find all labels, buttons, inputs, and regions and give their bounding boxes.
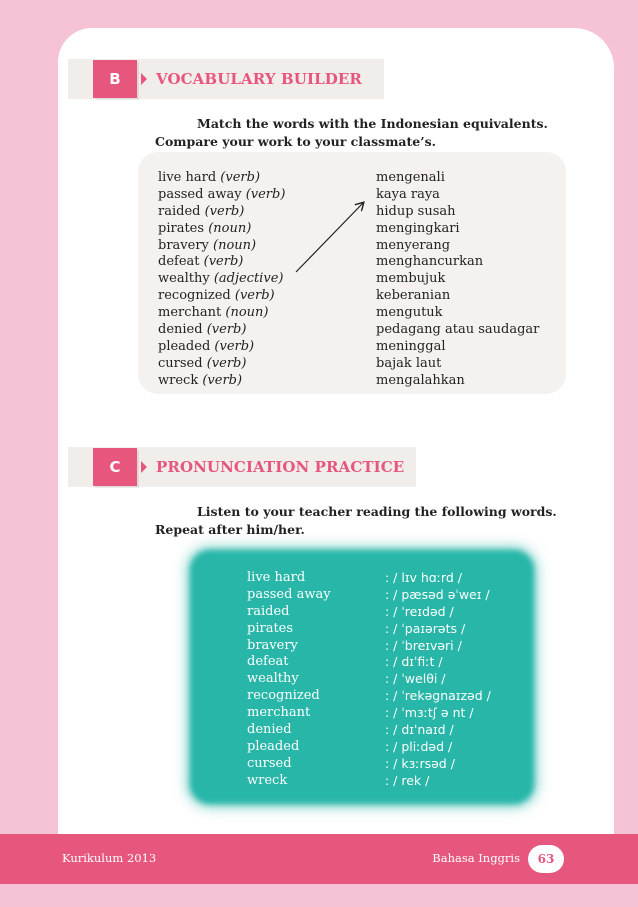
pronunciation-word: raided bbox=[247, 603, 290, 619]
indonesian-word: mengalahkan bbox=[376, 372, 465, 388]
indonesian-word: membujuk bbox=[376, 271, 446, 287]
part-of-speech: (verb) bbox=[204, 203, 245, 219]
instruction-line: Listen to your teacher reading the following words. bbox=[197, 504, 557, 519]
pronunciation-word: denied bbox=[247, 722, 292, 738]
part-of-speech: (verb) bbox=[206, 355, 247, 371]
english-word: live hard bbox=[158, 170, 217, 185]
section-b-letter: B bbox=[93, 60, 137, 98]
pronunciation-word: defeat bbox=[247, 654, 289, 670]
part-of-speech: (verb) bbox=[245, 186, 286, 202]
pronunciation-ipa: : / dɪˈnaɪd / bbox=[385, 722, 454, 738]
pronunciation-word: cursed bbox=[247, 755, 292, 771]
pronunciation-word: passed away bbox=[247, 586, 331, 602]
section-c-instruction bbox=[155, 503, 575, 539]
instruction-line: Compare your work to your classmate’s. bbox=[155, 134, 436, 149]
section-c-arrow-icon bbox=[141, 461, 147, 473]
part-of-speech: (verb) bbox=[214, 338, 255, 354]
indonesian-word: menyerang bbox=[376, 237, 451, 253]
pronunciation-ipa: : / pliːdəd / bbox=[385, 738, 453, 754]
instruction-line: Match the words with the Indonesian equivalents. bbox=[197, 116, 548, 131]
pronunciation-word-list bbox=[247, 570, 331, 790]
section-b-title: VOCABULARY BUILDER bbox=[156, 70, 362, 88]
english-word: wreck bbox=[158, 372, 199, 388]
pronunciation-word: merchant bbox=[247, 705, 311, 721]
section-c-letter: C bbox=[93, 448, 137, 486]
pronunciation-word: pirates bbox=[247, 620, 294, 636]
english-word: denied bbox=[158, 322, 203, 338]
indonesian-word: mengingkari bbox=[376, 220, 460, 236]
indonesian-word: pedagang atau saudagar bbox=[376, 322, 540, 338]
english-word: pleaded bbox=[158, 338, 211, 354]
pronunciation-ipa: : / kɜːrsəd / bbox=[385, 755, 455, 771]
part-of-speech: (verb) bbox=[234, 288, 275, 304]
pronunciation-word: recognized bbox=[247, 688, 320, 704]
pronunciation-ipa: : / ˈrekəgnaɪzəd / bbox=[385, 688, 491, 704]
pronunciation-ipa: : / lɪv hɑːrd / bbox=[385, 570, 462, 585]
footer-subject: Bahasa Inggris bbox=[432, 851, 520, 865]
pronunciation-ipa-list bbox=[385, 570, 491, 790]
part-of-speech: (adjective) bbox=[213, 271, 284, 287]
part-of-speech: (noun) bbox=[225, 305, 269, 321]
part-of-speech: (noun) bbox=[208, 220, 252, 236]
section-c-title: PRONUNCIATION PRACTICE bbox=[156, 458, 405, 476]
indonesian-word: bajak laut bbox=[376, 355, 442, 371]
part-of-speech: (verb) bbox=[202, 372, 243, 388]
part-of-speech: (verb) bbox=[206, 322, 247, 338]
pronunciation-ipa: : / ˈreɪdəd / bbox=[385, 603, 454, 619]
pronunciation-word: wreck bbox=[247, 772, 288, 788]
part-of-speech: (verb) bbox=[220, 170, 261, 185]
part-of-speech: (noun) bbox=[213, 237, 257, 253]
english-word: bravery bbox=[158, 237, 209, 253]
pronunciation-ipa: : / dɪˈfiːt / bbox=[385, 654, 443, 670]
pronunciation-word: wealthy bbox=[247, 671, 299, 687]
indonesian-word: mengenali bbox=[376, 170, 445, 185]
english-word: passed away bbox=[158, 186, 242, 202]
pronunciation-word: bravery bbox=[247, 637, 298, 653]
english-word: wealthy bbox=[158, 271, 210, 287]
part-of-speech: (verb) bbox=[203, 254, 244, 270]
pronunciation-ipa: : / rek / bbox=[385, 772, 430, 788]
english-word: raided bbox=[158, 203, 201, 219]
indonesian-word: kaya raya bbox=[376, 186, 440, 202]
pronunciation-word: live hard bbox=[247, 570, 306, 585]
instruction-line: Repeat after him/her. bbox=[155, 522, 305, 537]
english-word: pirates bbox=[158, 220, 205, 236]
page-number: 63 bbox=[528, 845, 564, 873]
pronunciation-ipa: : / ˈpaɪərəts / bbox=[385, 620, 466, 636]
indonesian-word: keberanian bbox=[376, 288, 451, 304]
english-word: defeat bbox=[158, 254, 200, 270]
english-word: merchant bbox=[158, 305, 222, 321]
indonesian-word: mengutuk bbox=[376, 305, 443, 321]
footer-curriculum: Kurikulum 2013 bbox=[62, 851, 157, 865]
indonesian-word: meninggal bbox=[376, 338, 446, 354]
english-word: recognized bbox=[158, 288, 231, 304]
pronunciation-ipa: : / pæsəd əˈweɪ / bbox=[385, 586, 490, 602]
english-word: cursed bbox=[158, 355, 203, 371]
pronunciation-ipa: : / ˈwelθi / bbox=[385, 671, 446, 687]
pronunciation-word: pleaded bbox=[247, 738, 300, 754]
pronunciation-ipa: : / ˈbreɪvəri / bbox=[385, 637, 462, 653]
indonesian-word: hidup susah bbox=[376, 203, 456, 219]
pronunciation-ipa: : / ˈmɜːtʃ ə nt / bbox=[385, 705, 474, 721]
indonesian-word: menghancurkan bbox=[376, 254, 484, 270]
